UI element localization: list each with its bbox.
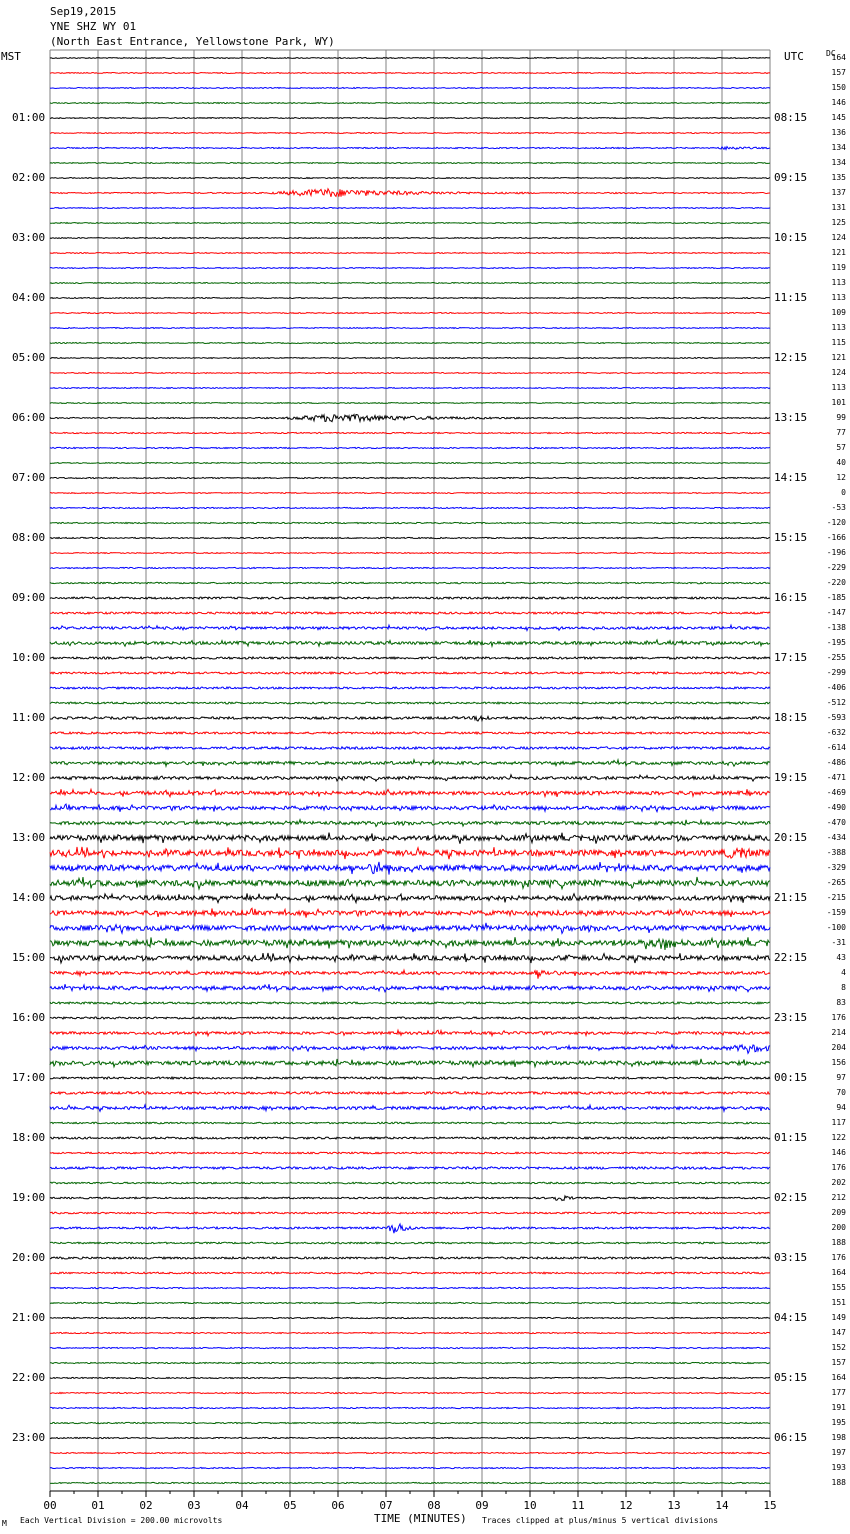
trace-line [50,1122,770,1124]
trace-line [50,189,770,197]
dc-offset-label: 149 [831,1313,846,1322]
trace-line [50,1212,770,1214]
dc-offset-label: 4 [841,968,846,977]
dc-offset-label: 77 [836,428,846,437]
dc-offset-label: 152 [831,1343,846,1352]
dc-offset-label: 151 [831,1298,846,1307]
x-tick-label: 05 [283,1499,297,1512]
x-tick-label: 04 [235,1499,249,1512]
trace-line [50,1422,770,1423]
trace-line [50,328,770,329]
right-hour-label: 20:15 [774,831,808,844]
left-hour-label: 14:00 [12,891,46,904]
trace-line [50,582,770,583]
trace-line [50,625,770,630]
dc-offset-label: 164 [831,53,846,62]
dc-offset-label: 146 [831,98,846,107]
trace-line [50,477,770,478]
trace-line [50,1317,770,1318]
trace-line [50,343,770,344]
trace-line [50,1059,770,1067]
dc-offset-label: 197 [831,1448,846,1457]
right-hour-label: 15:15 [774,531,808,544]
dc-offset-label: 156 [831,1058,846,1067]
left-hour-label: 19:00 [12,1191,46,1204]
left-hour-label: 06:00 [12,411,46,424]
left-hour-label: 13:00 [12,831,46,844]
trace-line [50,937,770,950]
trace-line [50,88,770,89]
dc-offset-label: -632 [826,728,846,737]
trace-line [50,1362,770,1363]
dc-offset-label: 0 [841,488,846,497]
left-hour-label: 20:00 [12,1251,46,1264]
trace-line [50,789,770,797]
trace-line [50,403,770,404]
trace-line [50,862,770,875]
dc-offset-label: 99 [836,413,846,422]
right-hour-label: 01:15 [774,1131,808,1144]
x-tick-label: 01 [91,1499,105,1512]
trace-line [50,463,770,464]
trace-line [50,1452,770,1453]
dc-offset-label: 176 [831,1163,846,1172]
trace-line [50,760,770,766]
right-hour-label: 04:15 [774,1311,808,1324]
trace-line [50,1224,770,1233]
dc-offset-label: 109 [831,308,846,317]
dc-offset-label: -53 [831,503,846,512]
trace-line [50,1347,770,1348]
trace-line [50,702,770,704]
dc-offset-label: 136 [831,128,846,137]
right-hour-label: 18:15 [774,711,808,724]
dc-offset-label: -512 [826,698,846,707]
trace-line [50,1437,770,1438]
dc-offset-label: 137 [831,188,846,197]
trace-line [50,268,770,269]
trace-line [50,298,770,299]
x-tick-label: 07 [379,1499,393,1512]
dc-offset-label: 113 [831,293,846,302]
trace-line [50,118,770,119]
dc-offset-label: -100 [826,923,846,932]
dc-offset-label: -229 [826,563,846,572]
dc-offset-label: 8 [841,983,846,992]
trace-line [50,953,770,963]
right-hour-label: 05:15 [774,1371,808,1384]
trace-line [50,432,770,433]
trace-line [50,283,770,284]
trace-line [50,1077,770,1079]
x-tick-label: 14 [715,1499,729,1512]
trace-line [50,358,770,359]
station-code: YNE SHZ WY 01 [50,20,137,33]
dc-offset-label: 12 [836,473,846,482]
trace-line [50,657,770,659]
x-axis-title: TIME (MINUTES) [374,1512,467,1525]
dc-offset-label: 94 [836,1103,846,1112]
trace-line [50,804,770,812]
left-hour-label: 03:00 [12,231,46,244]
trace-line [50,178,770,179]
dc-offset-label: 43 [836,953,846,962]
left-hour-label: 21:00 [12,1311,46,1324]
right-hour-label: 14:15 [774,471,808,484]
plot-date: Sep19,2015 [50,5,117,18]
trace-line [50,970,770,979]
trace-line [50,493,770,494]
dc-offset-label: 176 [831,1253,846,1262]
dc-offset-label: -299 [826,668,846,677]
trace-line [50,73,770,74]
dc-offset-label: 134 [831,143,846,152]
dc-offset-label: -469 [826,788,846,797]
dc-offset-label: -490 [826,803,846,812]
trace-line [50,103,770,104]
x-tick-label: 02 [139,1499,153,1512]
right-hour-label: 22:15 [774,951,808,964]
seismic-traces [50,58,770,1484]
dc-offset-label: 125 [831,218,846,227]
trace-line [50,1030,770,1036]
corner-mark: M [2,1519,7,1528]
left-hour-label: 22:00 [12,1371,46,1384]
trace-line [50,1302,770,1303]
left-hour-label: 04:00 [12,291,46,304]
trace-line [50,640,770,646]
trace-line [50,893,770,902]
dc-offset-label: -406 [826,683,846,692]
x-tick-label: 10 [523,1499,537,1512]
right-hour-label: 11:15 [774,291,808,304]
left-hour-label: 08:00 [12,531,46,544]
trace-line [50,447,770,448]
dc-offset-label: 113 [831,278,846,287]
right-hour-label: 16:15 [774,591,808,604]
trace-line [50,1152,770,1154]
dc-offset-label: 202 [831,1178,846,1187]
dc-offset-label: 212 [831,1193,846,1202]
left-hour-label: 23:00 [12,1431,46,1444]
left-hour-label: 02:00 [12,171,46,184]
trace-line [50,313,770,314]
right-hour-label: 02:15 [774,1191,808,1204]
dc-offset-label: 131 [831,203,846,212]
trace-line [50,238,770,239]
dc-offset-label: -434 [826,833,846,842]
dc-offset-label: -255 [826,653,846,662]
dc-offset-label: -120 [826,518,846,527]
trace-line [50,253,770,254]
trace-line [50,1196,770,1201]
left-hour-label: 12:00 [12,771,46,784]
dc-offset-label: 115 [831,338,846,347]
right-hour-label: 19:15 [774,771,808,784]
dc-offset-label: 164 [831,1268,846,1277]
dc-offset-label: -31 [831,938,846,947]
right-hour-label: 00:15 [774,1071,808,1084]
dc-offset-label: 134 [831,158,846,167]
left-hour-label: 11:00 [12,711,46,724]
scale-note: Each Vertical Division = 200.00 microvolts [20,1516,223,1525]
trace-line [50,877,770,889]
trace-line [50,1377,770,1378]
left-hour-label: 15:00 [12,951,46,964]
trace-line [50,1105,770,1111]
left-hour-label: 10:00 [12,651,46,664]
left-hour-label: 17:00 [12,1071,46,1084]
dc-offset-label: -215 [826,893,846,902]
x-tick-label: 00 [43,1499,57,1512]
right-hour-label: 17:15 [774,651,808,664]
trace-line [50,687,770,689]
trace-line [50,833,770,844]
dc-offset-label: 70 [836,1088,846,1097]
dc-offset-label: 40 [836,458,846,467]
right-hour-label: 06:15 [774,1431,808,1444]
dc-offset-label: 122 [831,1133,846,1142]
right-hour-label: 10:15 [774,231,808,244]
dc-offset-label: 214 [831,1028,846,1037]
dc-offset-label: 146 [831,1148,846,1157]
trace-line [50,567,770,568]
trace-line [50,732,770,734]
dc-offset-label: -471 [826,773,846,782]
dc-offset-label: 209 [831,1208,846,1217]
dc-offset-label: 119 [831,263,846,272]
trace-line [50,820,770,827]
dc-offset-label: -220 [826,578,846,587]
trace-line [50,1167,770,1169]
trace-line [50,1407,770,1408]
trace-line [50,223,770,224]
left-hour-label: 07:00 [12,471,46,484]
trace-line [50,672,770,674]
dc-offset-label: -388 [826,848,846,857]
dc-offset-label: 101 [831,398,846,407]
x-tick-label: 11 [571,1499,585,1512]
trace-line [50,612,770,614]
trace-line [50,553,770,554]
trace-line [50,747,770,749]
dc-offset-label: -196 [826,548,846,557]
dc-offset-label: 157 [831,1358,846,1367]
right-timezone: UTC [784,50,804,63]
trace-line [50,1182,770,1184]
dc-offset-label: 188 [831,1478,846,1487]
left-timezone: MST [1,50,21,63]
dc-offset-label: 204 [831,1043,846,1052]
right-hour-label: 03:15 [774,1251,808,1264]
trace-line [50,908,770,917]
x-tick-label: 12 [619,1499,633,1512]
left-hour-label: 16:00 [12,1011,46,1024]
trace-line [50,1002,770,1004]
trace-line [50,775,770,781]
x-tick-label: 15 [763,1499,777,1512]
trace-line [50,1272,770,1274]
dc-offset-label: 195 [831,1418,846,1427]
trace-line [50,716,770,721]
right-hour-label: 23:15 [774,1011,808,1024]
trace-line [50,1017,770,1019]
trace-line [50,1257,770,1259]
trace-line [50,923,770,934]
dc-offset-label: -329 [826,863,846,872]
trace-line [50,507,770,508]
minute-grid [50,50,770,1491]
trace-line [50,1137,770,1139]
trace-line [50,1287,770,1288]
trace-line [50,208,770,209]
dc-offset-label: 57 [836,443,846,452]
station-location: (North East Entrance, Yellowstone Park, WY) [50,35,335,48]
dc-offset-label: 83 [836,998,846,1007]
trace-line [50,373,770,374]
trace-line [50,415,770,422]
dc-offset-label: -185 [826,593,846,602]
trace-line [50,163,770,164]
dc-offset-label: 193 [831,1463,846,1472]
dc-offset-label: 157 [831,68,846,77]
dc-offset-label: 117 [831,1118,846,1127]
dc-offset-label: 188 [831,1238,846,1247]
dc-offset-label: 145 [831,113,846,122]
dc-offset-label: -147 [826,608,846,617]
x-tick-label: 08 [427,1499,441,1512]
right-hour-label: 13:15 [774,411,808,424]
dc-offset-label: 124 [831,233,846,242]
x-tick-label: 06 [331,1499,345,1512]
x-tick-label: 03 [187,1499,201,1512]
left-hour-label: 05:00 [12,351,46,364]
trace-line [50,1467,770,1468]
dc-offset-label: -138 [826,623,846,632]
time-axis [43,1491,776,1512]
right-hour-label: 21:15 [774,891,808,904]
trace-line [50,537,770,538]
left-hour-label: 09:00 [12,591,46,604]
left-hour-label: 01:00 [12,111,46,124]
dc-offset-label: 198 [831,1433,846,1442]
trace-line [50,847,770,859]
dc-offset-label: -593 [826,713,846,722]
dc-offset-label: -614 [826,743,846,752]
dc-offset-label: 113 [831,383,846,392]
left-hour-label: 18:00 [12,1131,46,1144]
trace-line [50,1045,770,1053]
trace-line [50,1242,770,1244]
dc-offset-label: 164 [831,1373,846,1382]
dc-offset-label: 121 [831,353,846,362]
dc-offset-label: 191 [831,1403,846,1412]
trace-line [50,1332,770,1333]
dc-offset-label: 155 [831,1283,846,1292]
dc-offset-label: 121 [831,248,846,257]
trace-line [50,147,770,150]
dc-offset-label: 147 [831,1328,846,1337]
trace-line [50,1392,770,1393]
dc-offset-label: 200 [831,1223,846,1232]
dc-offset-label: 124 [831,368,846,377]
trace-line [50,984,770,992]
right-hour-label: 12:15 [774,351,808,364]
trace-line [50,133,770,134]
trace-line [50,1482,770,1483]
dc-offset-label: 177 [831,1388,846,1397]
dc-offset-label: 113 [831,323,846,332]
dc-offset-label: 97 [836,1073,846,1082]
dc-offset-label: -265 [826,878,846,887]
right-hour-label: 08:15 [774,111,808,124]
dc-label: DC [826,49,836,58]
dc-offset-label: 150 [831,83,846,92]
x-tick-label: 13 [667,1499,681,1512]
dc-offset-label: 176 [831,1013,846,1022]
trace-line [50,597,770,599]
trace-line [50,388,770,389]
dc-offset-label: -159 [826,908,846,917]
trace-line [50,522,770,523]
x-tick-label: 09 [475,1499,489,1512]
right-hour-label: 09:15 [774,171,808,184]
dc-offset-label: -166 [826,533,846,542]
dc-offset-label: 135 [831,173,846,182]
dc-offset-label: -195 [826,638,846,647]
dc-offset-label: -486 [826,758,846,767]
trace-line [50,58,770,59]
clip-note: Traces clipped at plus/minus 5 vertical divisions [482,1516,719,1525]
trace-line [50,1092,770,1094]
dc-offset-label: -470 [826,818,846,827]
